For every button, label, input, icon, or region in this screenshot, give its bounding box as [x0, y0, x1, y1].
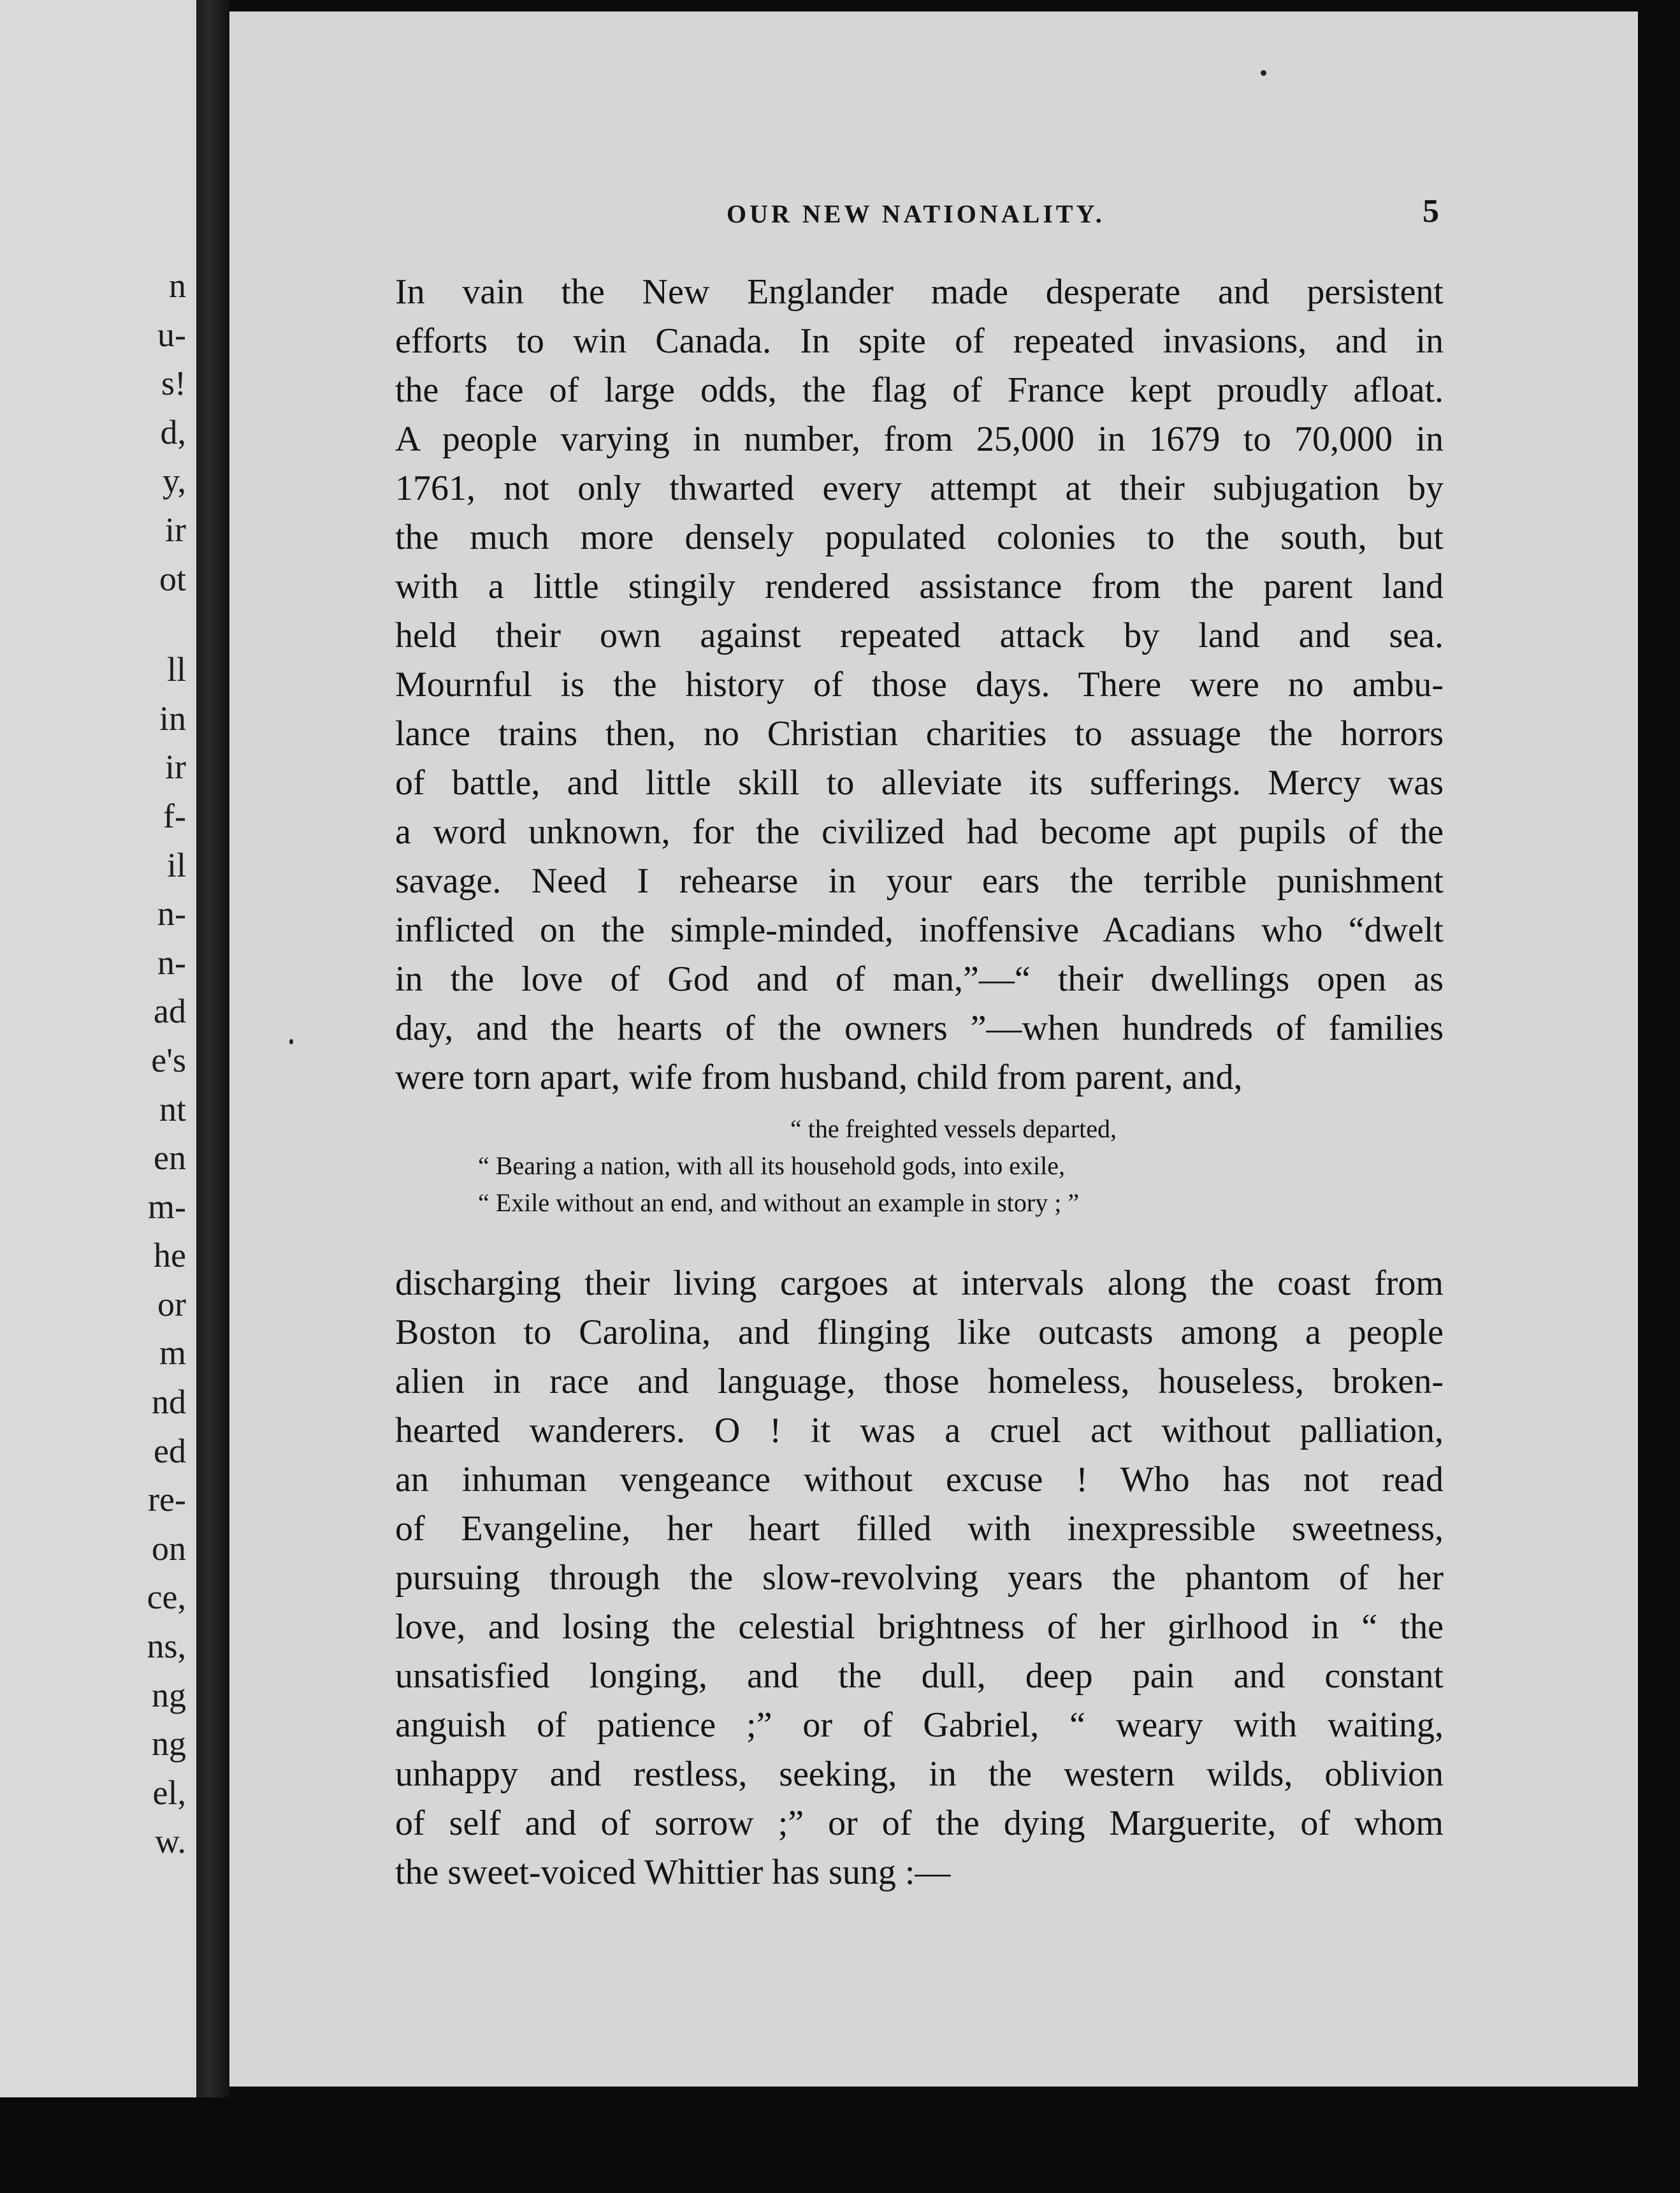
text-line: 1761, not only thwarted every attempt at their subjugation by: [395, 469, 1444, 508]
fragment-line: el,: [152, 1773, 186, 1812]
fragment-line: u-: [157, 315, 186, 354]
page-number: 5: [1423, 193, 1439, 229]
text-line: day, and the hearts of the owners ”—when hundreds of families: [395, 1009, 1444, 1048]
fragment-line: n-: [157, 943, 186, 982]
text-line: in the love of God and of man,”—“ their dwellings open as: [395, 959, 1444, 999]
fragment-line: ir: [165, 510, 186, 549]
fragment-line: re-: [148, 1480, 186, 1519]
fragment-line: ad: [154, 992, 186, 1031]
fragment-line: y,: [163, 462, 186, 500]
verse-line: “ Bearing a nation, with all its household gods, into exile,: [478, 1151, 1065, 1180]
text-line: with a little stingily rendered assistance from the parent land: [395, 567, 1444, 606]
text-line: discharging their living cargoes at intervals along the coast from: [395, 1264, 1444, 1303]
text-line: a word unknown, for the civilized had become apt pupils of the: [395, 812, 1444, 852]
text-line: unsatisfied longing, and the dull, deep pain and constant: [395, 1656, 1444, 1696]
fragment-line: d,: [160, 412, 186, 451]
text-line: an inhuman vengeance without excuse ! Who has not read: [395, 1460, 1444, 1499]
text-line: the sweet-voiced Whittier has sung :—: [395, 1853, 951, 1892]
fragment-line: n: [169, 266, 186, 305]
fragment-line: ot: [159, 559, 186, 598]
text-line: alien in race and language, those homeless, houseless, broken-: [395, 1362, 1444, 1401]
text-line: A people varying in number, from 25,000 in 1679 to 70,000 in: [395, 419, 1444, 459]
fragment-line: n-: [157, 894, 186, 933]
fragment-line: m-: [148, 1187, 186, 1226]
text-line: inflicted on the simple-minded, inoffensive Acadians who “dwelt: [395, 910, 1444, 950]
ink-speck: [1261, 70, 1266, 76]
text-line: efforts to win Canada. In spite of repeated invasions, and in: [395, 321, 1444, 361]
left-facing-page: [0, 0, 196, 2097]
text-line: love, and losing the celestial brightness of her girlhood in “ the: [395, 1607, 1444, 1647]
verse-quotation: [478, 1111, 1402, 1221]
ink-speck: [289, 1039, 293, 1044]
text-line: were torn apart, wife from husband, child from parent, and,: [395, 1058, 1243, 1097]
fragment-line: ll: [166, 650, 186, 689]
fragment-line: w.: [155, 1822, 186, 1861]
fragment-line: il: [166, 845, 186, 884]
text-line: held their own against repeated attack by land and sea.: [395, 616, 1444, 655]
fragment-line: ir: [165, 748, 186, 787]
scan-border: [1638, 0, 1680, 2193]
fragment-gap: [5, 603, 186, 645]
text-line: Mournful is the history of those days. There were no ambu-: [395, 665, 1444, 704]
text-line: anguish of patience ;” or of Gabriel, “ weary with waiting,: [395, 1705, 1444, 1745]
fragment-line: or: [157, 1285, 186, 1323]
verse-line: “ the freighted vessels departed,: [790, 1114, 1117, 1143]
text-line: Boston to Carolina, and flinging like outcasts among a people: [395, 1313, 1444, 1352]
running-title: OUR NEW NATIONALITY.: [727, 200, 1105, 228]
fragment-line: ce,: [147, 1578, 186, 1617]
fragment-line: nt: [159, 1089, 186, 1128]
fragment-line: en: [154, 1139, 186, 1177]
text-line: lance trains then, no Christian charities to assuage the horrors: [395, 714, 1444, 754]
text-line: the face of large odds, the flag of France kept proudly afloat.: [395, 370, 1444, 410]
fragment-line: in: [159, 699, 186, 738]
paragraph-2: [395, 1259, 1444, 1897]
fragment-line: ng: [152, 1675, 186, 1714]
fragment-line: he: [154, 1236, 186, 1275]
fragment-line: e's: [151, 1040, 186, 1079]
fragment-line: f-: [163, 796, 186, 835]
text-line: pursuing through the slow-revolving years the phantom of her: [395, 1558, 1444, 1598]
text-line: savage. Need I rehearse in your ears the terrible punishment: [395, 861, 1444, 901]
text-line: of battle, and little skill to alleviate its sufferings. Mercy was: [395, 763, 1444, 803]
fragment-line: s!: [161, 364, 186, 403]
fragment-line: ed: [154, 1431, 186, 1470]
verse-line: “ Exile without an end, and without an example in story ; ”: [478, 1188, 1080, 1217]
text-line: the much more densely populated colonies to the south, but: [395, 518, 1444, 557]
left-page-fragments: [5, 261, 196, 1866]
fragment-line: ns,: [147, 1627, 186, 1666]
book-gutter: [196, 0, 229, 2097]
text-line: hearted wanderers. O ! it was a cruel act without palliation,: [395, 1411, 1444, 1450]
text-line: unhappy and restless, seeking, in the western wilds, oblivion: [395, 1754, 1444, 1794]
fragment-line: on: [152, 1529, 186, 1568]
paragraph-1: [395, 268, 1444, 1102]
fragment-line: nd: [152, 1383, 186, 1422]
text-line: In vain the New Englander made desperate and persistent: [395, 272, 1444, 312]
text-line: of Evangeline, her heart filled with inexpressible sweetness,: [395, 1509, 1444, 1548]
text-line: of self and of sorrow ;” or of the dying Marguerite, of whom: [395, 1803, 1444, 1843]
fragment-line: m: [159, 1334, 186, 1373]
fragment-line: ng: [152, 1724, 186, 1763]
